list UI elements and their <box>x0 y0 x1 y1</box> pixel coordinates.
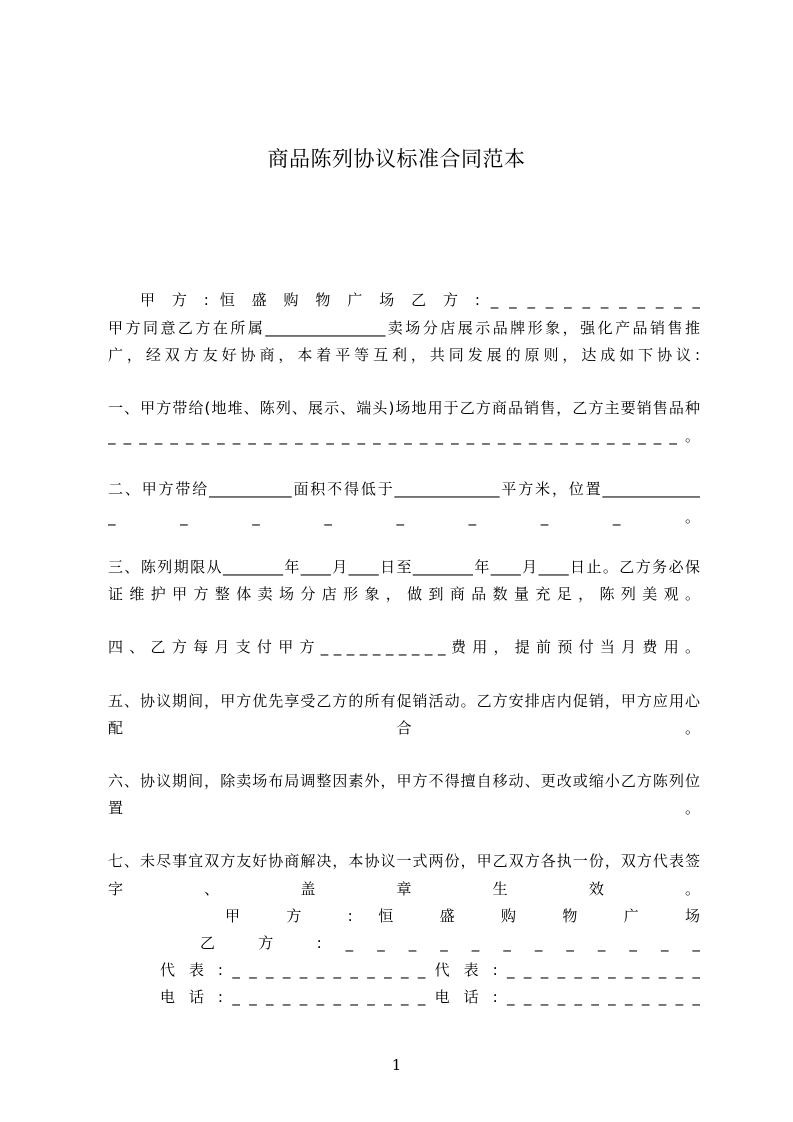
clause-7-line-2: 字 、 盖 章 生 效 。 <box>108 880 700 898</box>
signature-representative: 代 表 : _ _ _ _ _ _ _ _ _ _ _ _ 代 表 : _ _ _ _ _ _ _ _ _ _ _ _ <box>160 961 700 979</box>
clause-2-line-1: 二、甲方带给___________面积不得低于______________平方米，位置_____________ <box>108 480 700 498</box>
clause-3-line-1: 三、陈列期限从________年____月____日至________年____月____日止。乙方务必保 <box>108 558 700 576</box>
clause-6-line-2: 置 。 <box>108 799 700 817</box>
intro-line-1: 甲方同意乙方在所属________________卖场分店展示品牌形象，强化产品销售推 <box>108 319 700 337</box>
clause-7-line-1: 七、未尽事宜双方友好协商解决，本协议一式两份，甲乙双方各执一份，双方代表签 <box>108 852 700 870</box>
clause-2-line-2: _ _ _ _ _ _ _ _ 。 <box>108 508 700 526</box>
intro-line-2: 广，经双方友好协商，本着平等互利，共同发展的原则，达成如下协议: <box>108 346 700 364</box>
clause-5-line-1: 五、协议期间，甲方优先享受乙方的所有促销活动。乙方安排店内促销，甲方应用心 <box>108 692 700 710</box>
signature-phone: 电 话 : _ _ _ _ _ _ _ _ _ _ _ _ 电 话 : _ _ _ _ _ _ _ _ _ _ _ _ <box>160 988 700 1006</box>
page-title: 商品陈列协议标准合同范本 <box>267 147 526 171</box>
parties-line: 甲 方 : 恒 盛 购 物 广 场 乙 方 : _ _ _ _ _ _ _ _ _ _ _ _ <box>140 291 700 309</box>
clause-4-line: 四 、 乙 方 每 月 支 付 甲 方 _ _ _ _ _ _ _ _ _ _ 费 用 ， 提 前 预 付 当 月 费 用 。 <box>108 638 700 656</box>
page-number: 1 <box>391 1056 402 1074</box>
signature-party-b: 乙 方 : _ _ _ _ _ _ _ _ _ _ _ _ <box>200 934 700 952</box>
clause-6-line-1: 六、协议期间，除卖场布局调整因素外，甲方不得擅自移动、更改或缩小乙方陈列位 <box>108 772 700 790</box>
signature-party-a: 甲 方 : 恒 盛 购 物 广 场 <box>225 907 700 925</box>
clause-1-line-1: 一、甲方带给(地堆、陈列、展示、端头)场地用于乙方商品销售，乙方主要销售品种 <box>108 399 700 417</box>
clause-3-line-2: 证 维 护 甲 方 整 体 卖 场 分 店 形 象 ， 做 到 商 品 数 量 充 足 ， 陈 列 美 观 。 <box>108 585 700 603</box>
clause-1-line-2: _ _ _ _ _ _ _ _ _ _ _ _ _ _ _ _ _ _ _ _ _ _ _ _ _ _ _ _ _ _ _ _ _ _ _ _ _ 。 <box>108 427 700 445</box>
clause-5-line-2: 配 合 。 <box>108 719 700 737</box>
